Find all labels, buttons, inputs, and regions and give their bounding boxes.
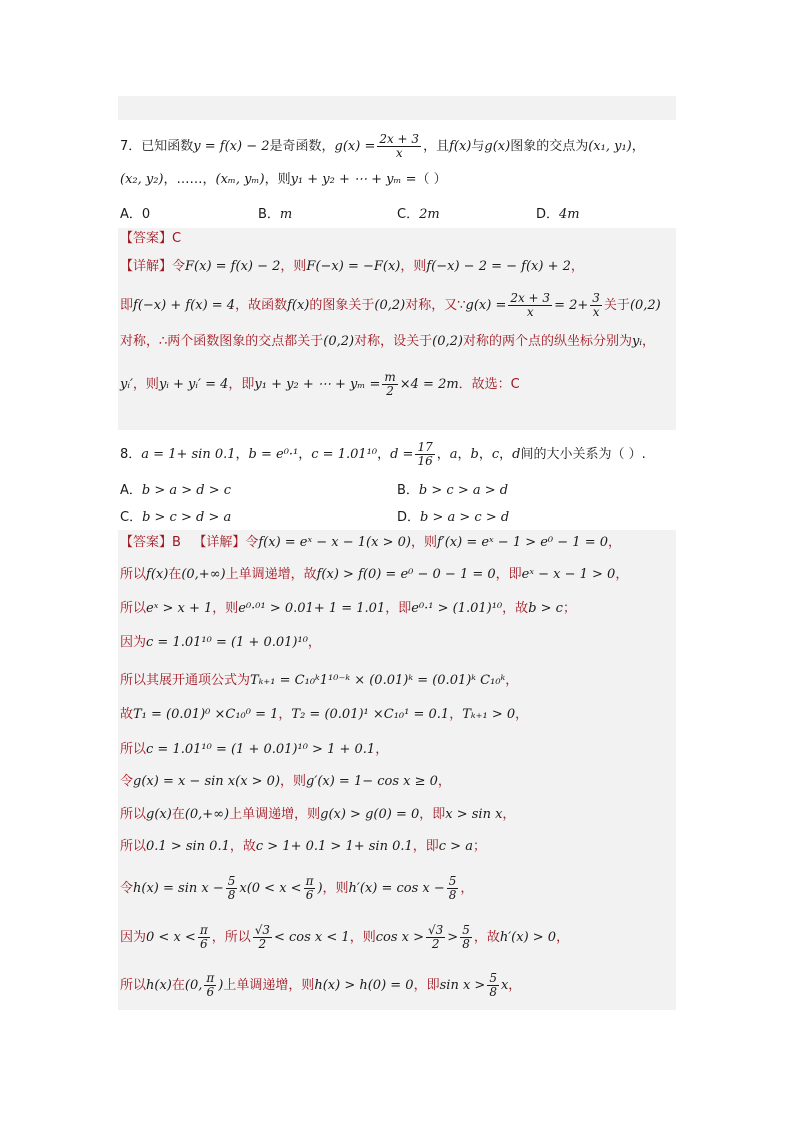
q8-detail-line3: 所以eˣ > x + 1，则e⁰·⁰¹ > 0.01+ 1 = 1.01，即e⁰·¹ > (1.01)¹⁰，故b > c； [120,601,576,616]
q7-detail-line4: yᵢ′，则yᵢ + yᵢ′ = 4，即y₁ + y₂ + ⋯ + yₘ = $\frac{m}{2}$ ×4 = 2m．故选：C [120,370,520,398]
q7-option-b[interactable]: B．m [258,207,293,222]
q8-detail-line6: 故T₁ = (0.01)⁰ ×C₁₀⁰ = 1，T₂ = (0.01)¹ ×C₁₀¹ = 0.1，Tₖ₊₁ > 0， [120,707,529,722]
q8-detail-line13: 所以h(x)在(0, $\frac{\pi}{6}$ )上单调递增，则h(x) > h(0) = 0，即sin x > $\frac{5}{8}$ x， [120,971,522,999]
q7-detail-line2: 即f(−x) + f(x) = 4，故函数f(x)的图象关于(0,2)对称，又∵g(x) = $\frac{2x + 3}{x}$ = 2+ $\frac{3}{x}$ 关于(0,2) [120,291,661,319]
q7-option-d[interactable]: D．4m [536,207,580,222]
q7-detail-line3: 对称，∴两个函数图象的交点都关于(0,2)对称，设关于(0,2)对称的两个点的纵坐标分别为yᵢ， [120,334,655,349]
q8-detail-line11: 令h(x) = sin x − $\frac{5}{8}$ x(0 < x < $\frac{\pi}{6}$ )，则h′(x) = cos x − $\frac{5}{8}$ ， [120,874,474,902]
q8-option-c[interactable]: C．b > c > d > a [120,510,232,525]
q8-detail-line8: 令g(x) = x − sin x(x > 0)，则g′(x) = 1− cos x ≥ 0， [120,774,451,789]
q8-option-b[interactable]: B．b > c > a > d [397,483,509,498]
q8-detail-line2: 所以f(x)在(0,+∞)上单调递增，故f(x) > f(0) = e⁰ − 0 − 1 = 0，即eˣ − x − 1 > 0， [120,567,629,582]
q8-option-a[interactable]: A．b > a > d > c [120,483,232,498]
q7-stem-line1: 7．已知函数y = f(x) − 2是奇函数，g(x) = $\frac{2x + 3}{x}$ ，且f(x)与g(x)图象的交点为(x₁, y₁)， [120,132,645,160]
q8-detail-line12: 因为0 < x < $\frac{\pi}{6}$ ，所以 $\frac{√3}{2}$ < cos x < 1，则cos x > $\frac{√3}{2}$ > $\frac{5}{8}$ ，故h′(x) > 0， [120,923,570,951]
q8-stem: 8．a = 1+ sin 0.1，b = e⁰·¹，c = 1.01¹⁰，d = $\frac{17}{16}$ ，a，b，c，d间的大小关系为（ ）. [120,440,646,468]
q7-detail-line1: 【详解】令F(x) = f(x) − 2，则F(−x) = −F(x)，则f(−x) − 2 = − f(x) + 2， [120,259,584,274]
q8-detail-line10: 所以0.1 > sin 0.1，故c > 1+ 0.1 > 1+ sin 0.1，即c > a； [120,839,486,854]
q7-option-c[interactable]: C．2m [397,207,440,222]
q8-detail-line9: 所以g(x)在(0,+∞)上单调递增，则g(x) > g(0) = 0，即x > sin x， [120,807,516,822]
q8-detail-line5: 所以其展开通项公式为Tₖ₊₁ = C₁₀ᵏ1¹⁰⁻ᵏ × (0.01)ᵏ = (0.01)ᵏ C₁₀ᵏ， [120,673,519,688]
q8-detail-line1: 【答案】B 【详解】令f(x) = eˣ − x − 1(x > 0)，则f′(x) = eˣ − 1 > e⁰ − 1 = 0， [120,535,622,550]
q7-answer: 【答案】C [120,231,182,246]
q8-option-d[interactable]: D．b > a > c > d [397,510,510,525]
q8-detail-line7: 所以c = 1.01¹⁰ = (1 + 0.01)¹⁰ > 1 + 0.1， [120,742,389,757]
top-shaded-strip [118,96,676,120]
q7-option-a[interactable]: A．0 [120,207,151,222]
q7-stem-line2: (x₂, y₂)，……，(xₘ, yₘ)，则y₁ + y₂ + ⋯ + yₘ =（ ） [120,172,447,187]
q8-detail-line4: 因为c = 1.01¹⁰ = (1 + 0.01)¹⁰， [120,635,321,650]
